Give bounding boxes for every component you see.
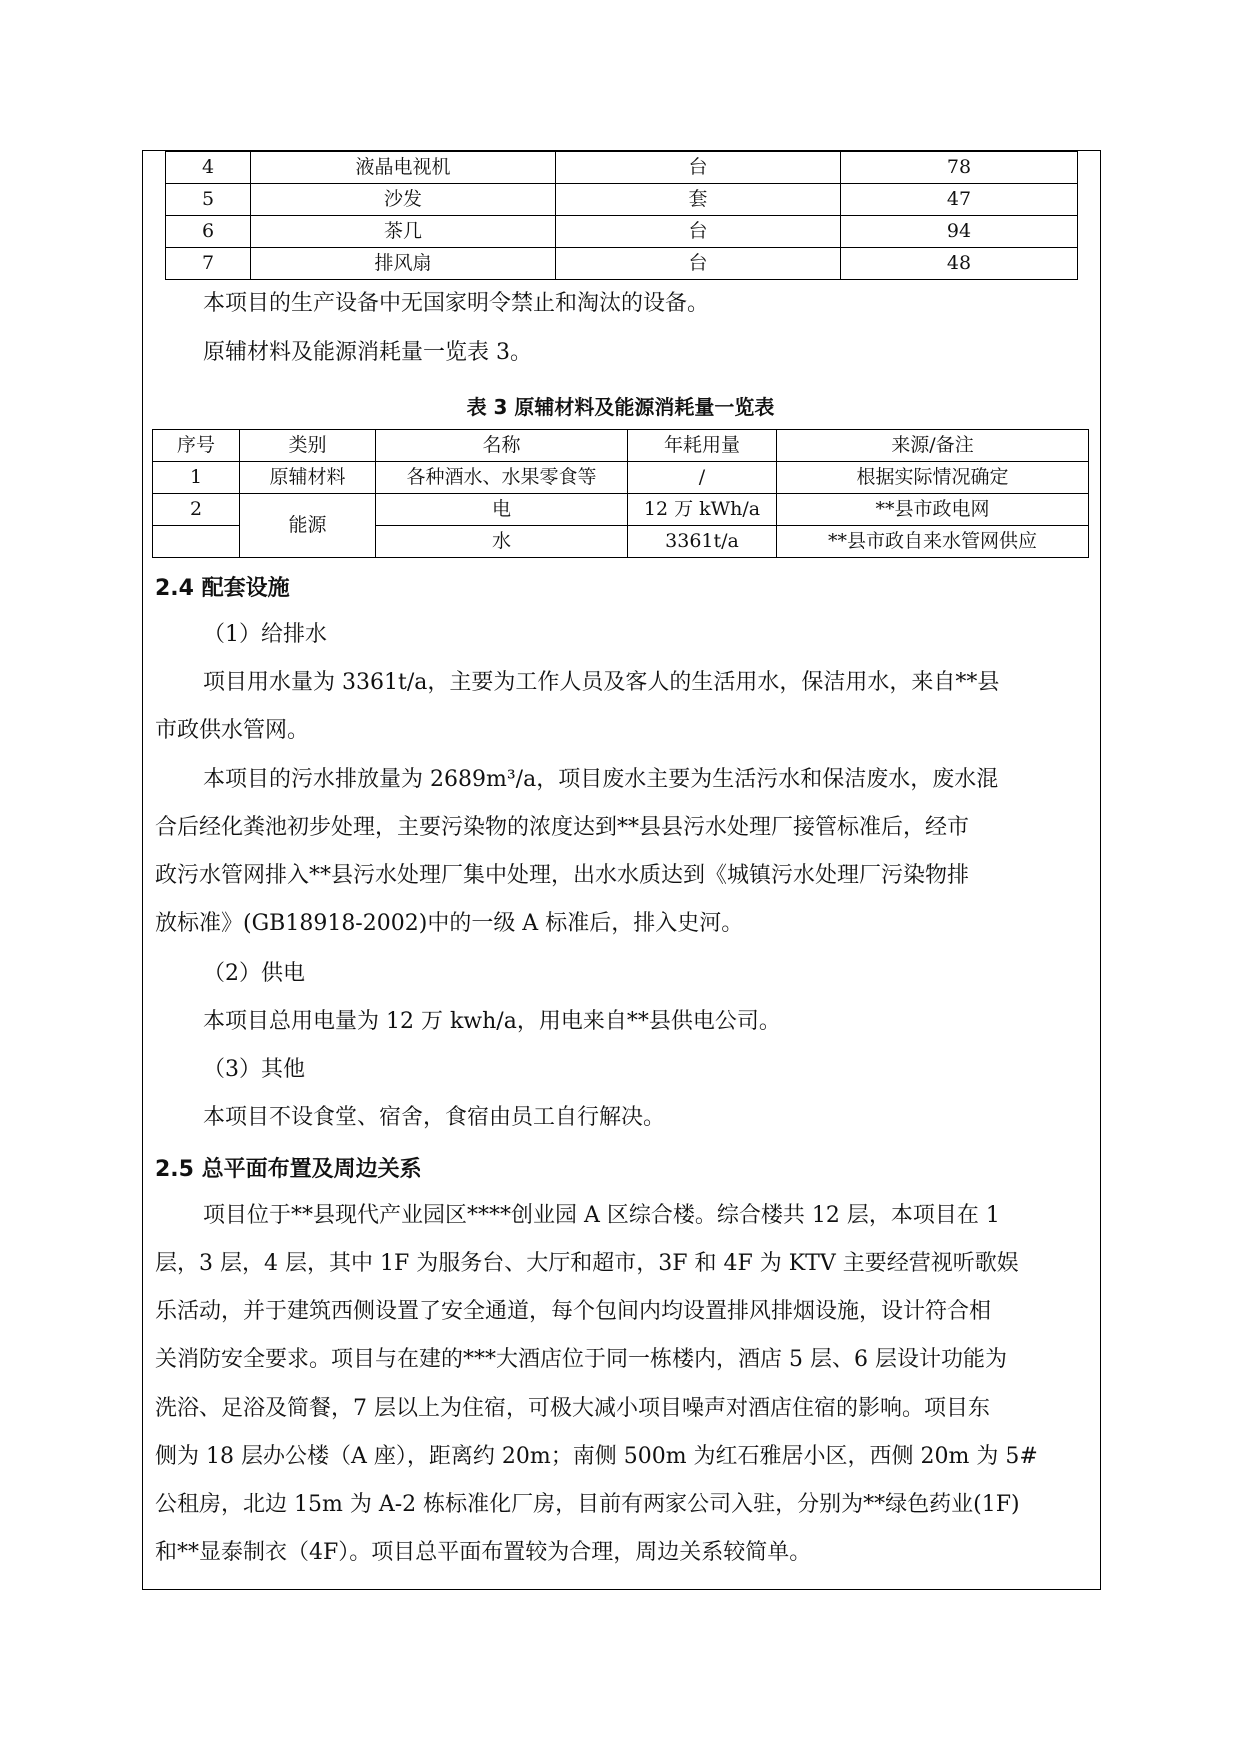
cell-amount: /	[628, 462, 777, 494]
materials-table	[152, 429, 1089, 558]
paragraph-line: 侧为 18 层办公楼（A 座），距离约 20m；南侧 500m 为红石雅居小区，西侧 20m 为 5#	[155, 1444, 1038, 1469]
cell-source: **县市政电网	[777, 494, 1089, 526]
cell-name: 电	[376, 494, 628, 526]
cell-name: 液晶电视机	[251, 152, 556, 184]
paragraph-line: 政污水管网排入**县污水处理厂集中处理，出水水质达到《城镇污水处理厂污染物排	[155, 863, 970, 888]
cell-unit: 台	[556, 216, 841, 248]
subsection-title: （2）供电	[203, 961, 305, 986]
equipment-table	[165, 151, 1078, 280]
cell-no: 5	[166, 184, 251, 216]
table-row	[153, 494, 1089, 526]
paragraph-line: 合后经化粪池初步处理，主要污染物的浓度达到**县县污水处理厂接管标准后，经市	[155, 815, 970, 840]
paragraph-line: 本项目的污水排放量为 2689m³/a，项目废水主要为生活污水和保洁废水，废水混	[203, 767, 999, 792]
subsection-title: （3）其他	[203, 1057, 305, 1082]
cell-no: 6	[166, 216, 251, 248]
header-cell: 年耗用量	[628, 430, 777, 462]
cell-source: **县市政自来水管网供应	[777, 526, 1089, 558]
cell-no-empty	[153, 526, 240, 558]
cell-category: 能源	[240, 494, 376, 558]
table-row	[166, 248, 1078, 280]
paragraph: 本项目总用电量为 12 万 kwh/a，用电来自**县供电公司。	[203, 1009, 781, 1034]
header-cell: 来源/备注	[777, 430, 1089, 462]
table-row	[153, 462, 1089, 494]
table-header-row	[153, 430, 1089, 462]
section-heading: 2.5 总平面布置及周边关系	[155, 1157, 422, 1182]
cell-name: 各种酒水、水果零食等	[376, 462, 628, 494]
cell-qty: 78	[841, 152, 1078, 184]
cell-category: 原辅材料	[240, 462, 376, 494]
cell-no: 1	[153, 462, 240, 494]
cell-qty: 47	[841, 184, 1078, 216]
header-cell: 序号	[153, 430, 240, 462]
cell-name: 水	[376, 526, 628, 558]
subsection-title: （1）给排水	[203, 622, 327, 647]
paragraph: 本项目的生产设备中无国家明令禁止和淘汰的设备。	[203, 291, 710, 316]
cell-name: 茶几	[251, 216, 556, 248]
cell-no: 4	[166, 152, 251, 184]
cell-no: 2	[153, 494, 240, 526]
cell-source: 根据实际情况确定	[777, 462, 1089, 494]
cell-unit: 套	[556, 184, 841, 216]
paragraph: 本项目不设食堂、宿舍，食宿由员工自行解决。	[203, 1105, 666, 1130]
header-cell: 类别	[240, 430, 376, 462]
cell-qty: 48	[841, 248, 1078, 280]
paragraph-line: 项目用水量为 3361t/a，主要为工作人员及客人的生活用水，保洁用水，来自**县	[203, 670, 1000, 695]
table-row	[166, 216, 1078, 248]
paragraph-line: 乐活动，并于建筑西侧设置了安全通道，每个包间内均设置排风排烟设施，设计符合相	[155, 1299, 992, 1324]
table-row	[166, 184, 1078, 216]
cell-name: 沙发	[251, 184, 556, 216]
cell-amount: 12 万 kWh/a	[628, 494, 777, 526]
table-row	[166, 152, 1078, 184]
paragraph: 原辅材料及能源消耗量一览表 3。	[203, 340, 532, 365]
paragraph-line: 洗浴、足浴及简餐，7 层以上为住宿，可极大减小项目噪声对酒店住宿的影响。项目东	[155, 1396, 990, 1421]
paragraph-line: 公租房，北边 15m 为 A-2 栋标准化厂房，目前有两家公司入驻，分别为**绿色药业(1F)	[155, 1492, 1020, 1517]
cell-unit: 台	[556, 248, 841, 280]
cell-name: 排风扇	[251, 248, 556, 280]
paragraph-line: 关消防安全要求。项目与在建的***大酒店位于同一栋楼内，酒店 5 层、6 层设计功能为	[155, 1347, 1007, 1372]
cell-qty: 94	[841, 216, 1078, 248]
paragraph-line: 放标准》(GB18918-2002)中的一级 A 标准后，排入史河。	[155, 911, 744, 936]
header-cell: 名称	[376, 430, 628, 462]
cell-no: 7	[166, 248, 251, 280]
paragraph-line: 市政供水管网。	[155, 718, 310, 743]
paragraph-line: 项目位于**县现代产业园区****创业园 A 区综合楼。综合楼共 12 层，本项目在 1	[203, 1203, 1000, 1228]
cell-unit: 台	[556, 152, 841, 184]
table-caption: 表 3 原辅材料及能源消耗量一览表	[466, 395, 775, 419]
paragraph-line: 层，3 层，4 层，其中 1F 为服务台、大厅和超市，3F 和 4F 为 KTV 主要经营视听歌娱	[155, 1251, 1019, 1276]
paragraph-line: 和**显泰制衣（4F）。项目总平面布置较为合理，周边关系较简单。	[155, 1540, 812, 1565]
section-heading: 2.4 配套设施	[155, 576, 290, 601]
cell-amount: 3361t/a	[628, 526, 777, 558]
